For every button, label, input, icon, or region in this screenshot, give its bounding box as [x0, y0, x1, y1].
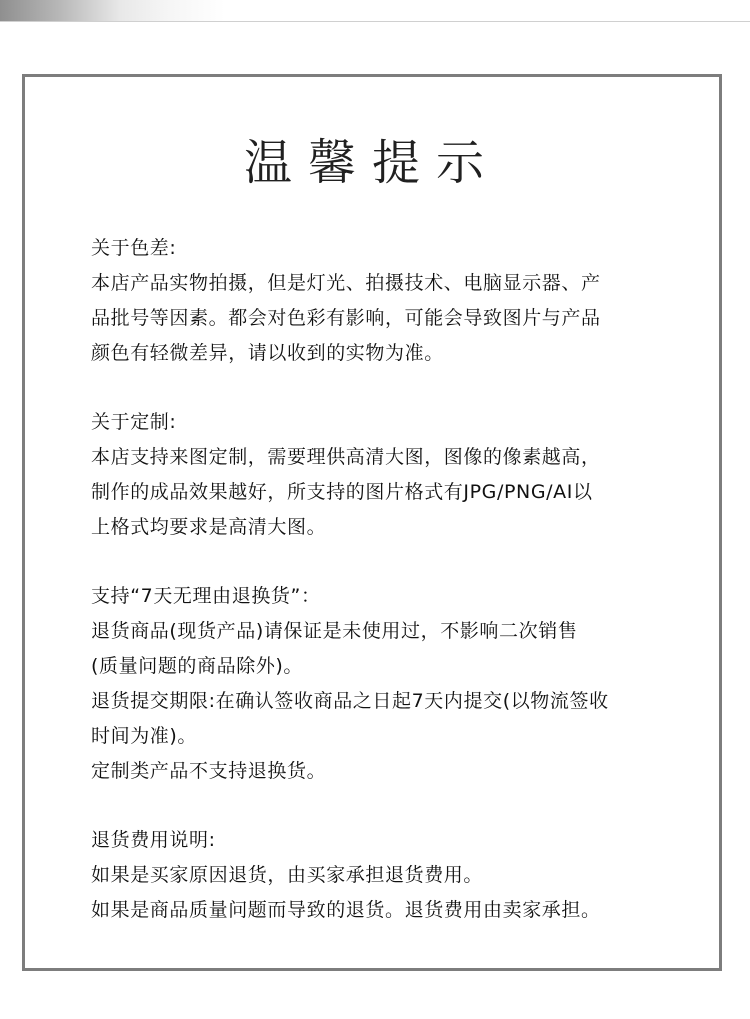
color-difference-heading: 关于色差: [91, 237, 177, 259]
return-fee-section [91, 823, 691, 928]
color-difference-line-2: 品批号等因素。都会对色彩有影响，可能会导致图片与产品 [91, 307, 601, 329]
return-policy-line-4: 时间为准)。 [91, 725, 198, 747]
return-policy-line-2: (质量问题的商品除外)。 [91, 655, 304, 677]
color-difference-line-3: 颜色有轻微差异，请以收到的实物为准。 [91, 342, 444, 364]
customization-heading: 关于定制: [91, 411, 177, 433]
return-policy-line-1: 退货商品(现货产品)请保证是未使用过，不影响二次销售 [91, 620, 578, 642]
color-difference-line-1: 本店产品实物拍摄，但是灯光、拍摄技术、电脑显示器、产 [91, 272, 601, 294]
return-fee-heading: 退货费用说明: [91, 829, 216, 851]
return-fee-line-2: 如果是商品质量问题而导致的退货。退货费用由卖家承担。 [91, 899, 601, 921]
customization-section [91, 405, 691, 545]
notice-content [91, 231, 691, 928]
customization-line-2: 制作的成品效果越好，所支持的图片格式有JPG/PNG/AI以 [91, 481, 593, 503]
notice-title: 温馨提示 [243, 135, 500, 191]
return-fee-line-1: 如果是买家原因退货，由买家承担退货费用。 [91, 864, 484, 886]
customization-line-1: 本店支持来图定制，需要理供高清大图，图像的像素越高， [91, 446, 601, 468]
return-policy-line-3: 退货提交期限:在确认签收商品之日起7天内提交(以物流签收 [91, 690, 609, 712]
customization-line-3: 上格式均要求是高清大图。 [91, 516, 327, 538]
return-policy-line-5: 定制类产品不支持退换货。 [91, 760, 327, 782]
return-policy-heading: 支持“7天无理由退换货”： [91, 585, 321, 607]
top-decorative-band [0, 0, 750, 22]
notice-card [22, 74, 722, 971]
color-difference-section [91, 231, 691, 371]
return-policy-section [91, 579, 691, 789]
